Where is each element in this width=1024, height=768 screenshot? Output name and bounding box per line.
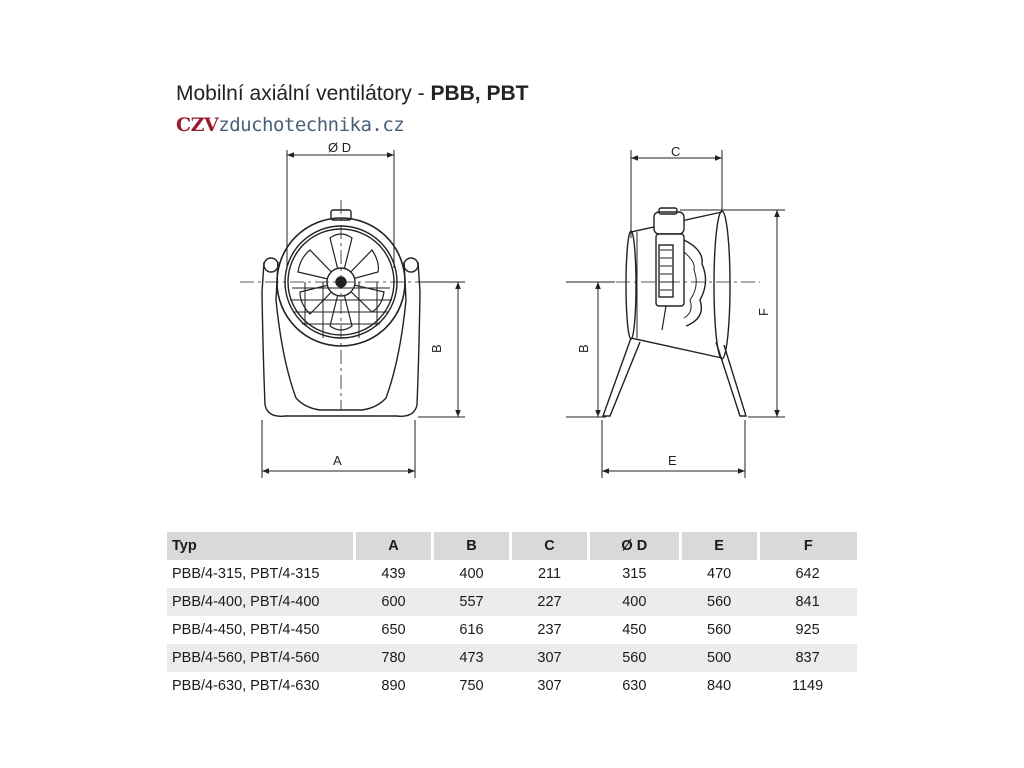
cell-a: 890 <box>381 678 406 694</box>
table-header-row <box>167 532 857 560</box>
cell-e: 500 <box>680 644 758 672</box>
cell-typ: PBB/4-315, PBT/4-315 <box>172 566 320 582</box>
col-header-e: E <box>680 532 758 560</box>
cell-d: 315 <box>622 566 647 582</box>
cell-f: 642 <box>795 566 820 582</box>
cell-d: 560 <box>589 644 681 672</box>
cell-a: 780 <box>355 644 433 672</box>
cell-d: 400 <box>589 588 681 616</box>
dim-label-diameter: Ø D <box>328 140 352 155</box>
cell-f: 925 <box>795 622 820 638</box>
cell-b: 750 <box>459 678 484 694</box>
dim-label-c: C <box>671 144 681 159</box>
cell-f: 841 <box>758 588 857 616</box>
dim-label-b-side: B <box>576 344 591 353</box>
cell-typ: PBB/4-560, PBT/4-560 <box>167 644 355 672</box>
cell-a: 650 <box>381 622 406 638</box>
page-title: Mobilní axiální ventilátory - PBB, PBT <box>176 82 529 105</box>
dim-label-f: F <box>756 308 771 316</box>
cell-a: 600 <box>355 588 433 616</box>
cell-c: 211 <box>537 566 562 582</box>
cell-e: 560 <box>680 588 758 616</box>
dim-label-b-front: B <box>429 344 444 353</box>
table-row <box>167 644 857 672</box>
table-row <box>167 672 857 700</box>
dim-label-a: A <box>333 453 342 468</box>
col-header-c: C <box>511 532 589 560</box>
cell-typ: PBB/4-450, PBT/4-450 <box>172 622 320 638</box>
col-header-typ: Typ <box>167 532 355 560</box>
col-header-b: B <box>433 532 511 560</box>
cell-c: 237 <box>537 622 562 638</box>
cell-b: 557 <box>433 588 511 616</box>
cell-b: 473 <box>433 644 511 672</box>
cell-b: 400 <box>459 566 484 582</box>
cell-e: 560 <box>707 622 732 638</box>
cell-f: 1149 <box>791 678 824 694</box>
col-header-f: F <box>758 532 857 560</box>
cell-e: 840 <box>707 678 732 694</box>
cell-c: 307 <box>537 678 562 694</box>
col-header-d: Ø D <box>589 532 681 560</box>
dim-label-e: E <box>668 453 677 468</box>
cell-typ: PBB/4-630, PBT/4-630 <box>172 678 320 694</box>
cell-c: 307 <box>511 644 589 672</box>
cell-d: 450 <box>622 622 647 638</box>
cell-b: 616 <box>459 622 484 638</box>
col-header-a: A <box>355 532 433 560</box>
brand-logo: CZVzduchotechnika.cz <box>176 114 405 136</box>
cell-c: 227 <box>511 588 589 616</box>
side-view <box>566 150 785 478</box>
cell-e: 470 <box>707 566 732 582</box>
table-row <box>167 588 857 616</box>
table-row <box>167 616 857 644</box>
table-row <box>167 560 857 588</box>
cell-typ: PBB/4-400, PBT/4-400 <box>167 588 355 616</box>
front-view <box>240 150 465 478</box>
cell-d: 630 <box>622 678 647 694</box>
dimensions-table <box>167 532 857 700</box>
cell-f: 837 <box>758 644 857 672</box>
cell-a: 439 <box>381 566 406 582</box>
